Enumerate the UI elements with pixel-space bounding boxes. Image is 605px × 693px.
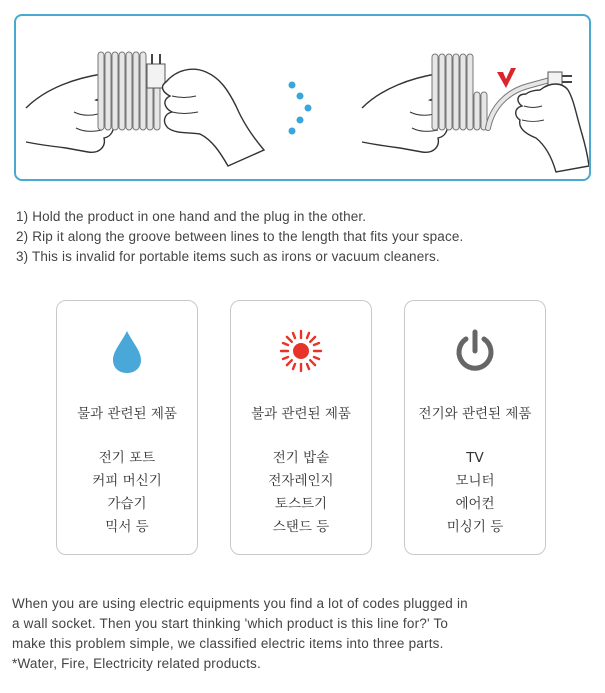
- instruction-step: 3) This is invalid for portable items such as irons or vacuum cleaners.: [16, 249, 440, 264]
- list-item: 에어컨: [455, 496, 495, 512]
- rip-marker-icon: [497, 68, 516, 88]
- instruction-step: 2) Rip it along the groove between lines to the length that fits your space.: [16, 229, 464, 244]
- list-item: 전기 밥솥: [272, 450, 330, 466]
- card-water: [56, 300, 198, 555]
- arrow-dots-icon: [289, 82, 312, 135]
- hand-holding-product-illustration: [26, 52, 264, 166]
- water-drop-icon: [107, 327, 147, 375]
- description-line: a wall socket. Then you start thinking 'which product is this line for?' To: [12, 616, 449, 631]
- card-category-title: 전기와 관련된 제품: [418, 406, 532, 422]
- list-item: TV: [466, 450, 484, 466]
- list-item: 믹서 등: [105, 519, 149, 535]
- list-item: 가습기: [107, 496, 147, 512]
- list-item: 전기 포트: [98, 450, 156, 466]
- instruction-step: 1) Hold the product in one hand and the plug in the other.: [16, 209, 367, 224]
- card-electricity: [404, 300, 546, 555]
- description-line: *Water, Fire, Electricity related products.: [12, 656, 261, 671]
- usage-illustration: [14, 14, 591, 181]
- power-icon: [451, 327, 499, 375]
- list-item: 커피 머신기: [92, 473, 162, 489]
- description-line: When you are using electric equipments you find a lot of codes plugged in: [12, 596, 468, 611]
- hand-ripping-product-illustration: [362, 54, 589, 172]
- category-cards: [56, 300, 546, 555]
- card-category-title: 물과 관련된 제품: [77, 406, 177, 422]
- card-category-title: 불과 관련된 제품: [251, 406, 351, 422]
- list-item: 스탠드 등: [272, 519, 330, 535]
- instruction-steps: [16, 207, 596, 267]
- description-paragraph: [12, 594, 597, 674]
- list-item: 미싱기 등: [446, 519, 504, 535]
- sun-fire-icon: [277, 327, 325, 375]
- description-line: make this problem simple, we classified electric items into three parts.: [12, 636, 444, 651]
- list-item: 모니터: [455, 473, 495, 489]
- list-item: 토스트기: [274, 496, 328, 512]
- list-item: 전자레인지: [268, 473, 334, 489]
- card-fire: [230, 300, 372, 555]
